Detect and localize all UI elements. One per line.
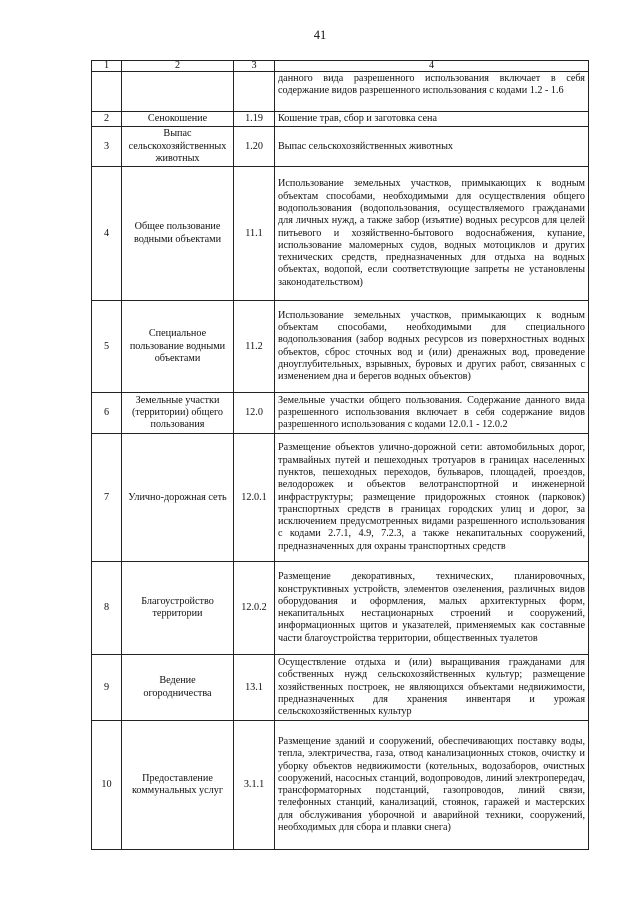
use-type-code: 12.0 bbox=[234, 393, 275, 434]
use-type-code: 11.2 bbox=[234, 301, 275, 393]
use-type-code: 13.1 bbox=[234, 655, 275, 721]
row-number: 6 bbox=[92, 393, 122, 434]
row-number bbox=[92, 72, 122, 112]
row-number: 8 bbox=[92, 562, 122, 655]
use-type-description: Размещение объектов улично-дорожной сети: автомобильных дорог, трамвайных путей и пешеходных тротуаров в границах населенных пунктов, пешеходных переходов, бульваров, площадей, проездов, велодорожек и объектов велотранспортной и инженерной инфраструктуры; размещение придорожных стоянок (парковок) транспортных средств в границах городских улиц и дорог, за исключением предусмотренных видами разрешенного использования с кодами 2.7.1, 4.9, 7.2.3, а также некапитальных сооружений, предназначенных для охраны транспортных средств bbox=[275, 434, 589, 562]
use-type-code: 3.1.1 bbox=[234, 721, 275, 850]
use-type-name: Земельные участки (территории) общего пользования bbox=[122, 393, 234, 434]
use-type-name bbox=[122, 72, 234, 112]
row-number: 2 bbox=[92, 112, 122, 127]
use-type-code: 1.19 bbox=[234, 112, 275, 127]
table-row bbox=[92, 127, 589, 167]
use-type-name: Специальное пользование водными объектами bbox=[122, 301, 234, 393]
table-row bbox=[92, 393, 589, 434]
use-type-name: Сенокошение bbox=[122, 112, 234, 127]
use-type-code: 12.0.1 bbox=[234, 434, 275, 562]
row-number: 3 bbox=[92, 127, 122, 167]
use-type-description: Выпас сельскохозяйственных животных bbox=[275, 127, 589, 167]
use-type-name: Улично-дорожная сеть bbox=[122, 434, 234, 562]
table-row bbox=[92, 301, 589, 393]
use-type-description: Кошение трав, сбор и заготовка сена bbox=[275, 112, 589, 127]
use-type-name: Ведение огородничества bbox=[122, 655, 234, 721]
row-number: 9 bbox=[92, 655, 122, 721]
row-number: 10 bbox=[92, 721, 122, 850]
column-header: 2 bbox=[122, 61, 234, 72]
table-row bbox=[92, 655, 589, 721]
use-type-code: 11.1 bbox=[234, 167, 275, 301]
table-row bbox=[92, 72, 589, 112]
row-number: 5 bbox=[92, 301, 122, 393]
use-type-description: Использование земельных участков, примыкающих к водным объектам способами, необходимыми для осуществления общего водопользования (водопользования, осуществляемого гражданами для личных нужд, а также забор (изъятие) водных ресурсов для целей питьевого и хозяйственно-бытового водоснабжения, купание, использование маломерных судов, водных мотоциклов и других технических средств, предназначенных для отдыха на водных объектах, водопой, если соответствующие запреты не установлены законодательством) bbox=[275, 167, 589, 301]
table-header-row bbox=[92, 61, 589, 72]
use-type-description: Размещение декоративных, технических, планировочных, конструктивных устройств, элементов озеленения, различных видов оборудования и оформления, малых архитектурных форм, некапитальных нестационарных строений и сооружений, информационных щитов и указателей, применяемых как составные части благоустройства территории, общественных туалетов bbox=[275, 562, 589, 655]
use-type-description: Использование земельных участков, примыкающих к водным объектам способами, необходимыми для специального водопользования (забор водных ресурсов из поверхностных водных объектов, сброс сточных вод и (или) дренажных вод, проведение дноуглубительных, взрывных, буровых и других работ, связанных с изменением дна и берегов водных объектов) bbox=[275, 301, 589, 393]
row-number: 7 bbox=[92, 434, 122, 562]
use-type-name: Предоставление коммунальных услуг bbox=[122, 721, 234, 850]
table-row bbox=[92, 721, 589, 850]
use-type-code: 12.0.2 bbox=[234, 562, 275, 655]
table-row bbox=[92, 112, 589, 127]
column-header: 4 bbox=[275, 61, 589, 72]
use-type-description: Размещение зданий и сооружений, обеспечивающих поставку воды, тепла, электричества, газа, отвод канализационных стоков, очистку и уборку объектов недвижимости (котельных, водозаборов, очистных сооружений, насосных станций, водопроводов, линий электропередач, трансформаторных подстанций, газопроводов, линий связи, телефонных станций, канализаций, стоянок, гаражей и мастерских для обслуживания уборочной и аварийной техники, сооружений, необходимых для сбора и плавки снега) bbox=[275, 721, 589, 850]
page-number: 41 bbox=[313, 28, 327, 42]
table-row bbox=[92, 434, 589, 562]
land-use-table bbox=[91, 60, 589, 850]
use-type-description: Осуществление отдыха и (или) выращивания гражданами для собственных нужд сельскохозяйственных культур; размещение хозяйственных построек, не являющихся объектами недвижимости, предназначенных для хранения инвентаря и урожая сельскохозяйственных культур bbox=[275, 655, 589, 721]
use-type-description: Земельные участки общего пользования. Содержание данного вида разрешенного использования включает в себя содержание видов разрешенного использования с кодами 12.0.1 - 12.0.2 bbox=[275, 393, 589, 434]
use-type-name: Благоустройство территории bbox=[122, 562, 234, 655]
column-header: 3 bbox=[234, 61, 275, 72]
column-header: 1 bbox=[92, 61, 122, 72]
use-type-description: данного вида разрешенного использования включает в себя содержание видов разрешенного использования с кодами 1.2 - 1.6 bbox=[275, 72, 589, 112]
use-type-code bbox=[234, 72, 275, 112]
use-type-name: Выпас сельскохозяйственных животных bbox=[122, 127, 234, 167]
row-number: 4 bbox=[92, 167, 122, 301]
use-type-code: 1.20 bbox=[234, 127, 275, 167]
table-row bbox=[92, 167, 589, 301]
use-type-name: Общее пользование водными объектами bbox=[122, 167, 234, 301]
table-row bbox=[92, 562, 589, 655]
